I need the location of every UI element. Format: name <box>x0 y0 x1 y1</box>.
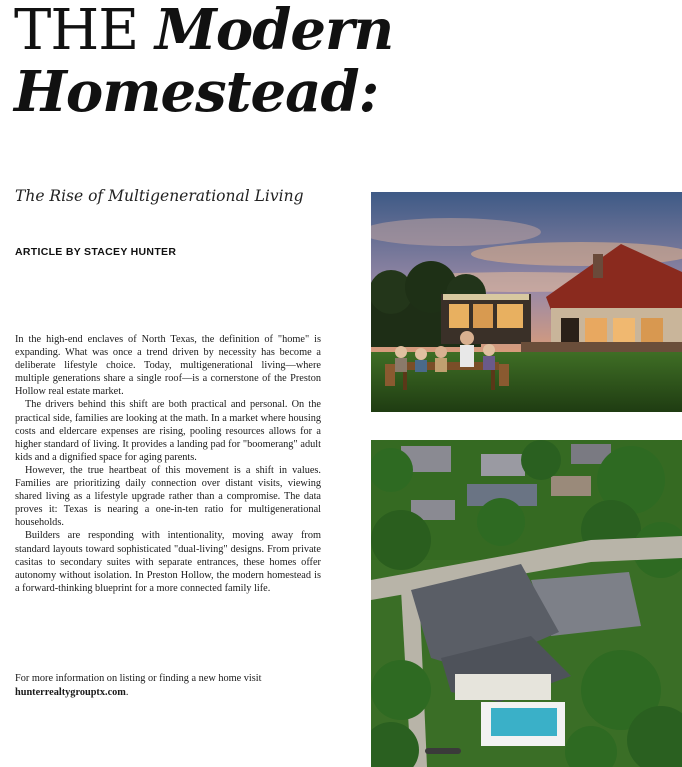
footer-text: For more information on listing or finding a new home visit <box>15 673 262 684</box>
body-paragraph: However, the true heartbeat of this movement is a shift in values. Families are prioritizing daily connection over distant visits, viewing shared living as a lifestyle upgrade rather than a compromise. The data proves it: Texas is nearing a one-in-ten ratio for multigenerational households. <box>15 464 321 529</box>
body-paragraph: In the high-end enclaves of North Texas, the definition of "home" is expanding. What was once a trend driven by necessity has become a deliberate lifestyle choice. Today, multigenerational living—where multiple generations share a single roof—is a cornerstone of the Preston Hollow real estate market. <box>15 334 321 398</box>
title-plain: THE <box>14 0 155 63</box>
body-paragraph: Builders are responding with intentionality, moving away from standard layouts toward sophisticated "dual-living" designs. From private casitas to secondary suites with separate entrances, these homes offer autonomy without isolation. In Preston Hollow, the modern homestead is a forward-thinking blueprint for a more connected family life. <box>15 530 321 594</box>
title-italic: Modern <box>154 0 394 63</box>
body-paragraph: The drivers behind this shift are both practical and personal. On the practical side, families are looking at the math. In a market where housing costs and eldercare expenses are rising, pooling resources allows for a higher standard of living. It provides a landing pad for "boomerang" adult kids and a dignified space for aging parents. <box>15 399 321 463</box>
family-dinner-illustration <box>371 192 682 412</box>
website-link[interactable]: hunterrealtygrouptx.com <box>15 686 126 698</box>
title-line-2: Homestead: <box>14 59 379 125</box>
title-line-1 <box>14 0 414 61</box>
article-subtitle: The Rise of Multigenerational Living <box>15 187 304 205</box>
article-byline: ARTICLE BY STACEY HUNTER <box>15 246 177 258</box>
article-body <box>15 333 321 595</box>
article-footer <box>15 672 321 699</box>
aerial-house-illustration <box>371 440 682 767</box>
family-dinner-photo <box>371 192 682 412</box>
article-title <box>14 0 414 123</box>
aerial-house-photo <box>371 440 682 767</box>
footer-period: . <box>125 686 129 698</box>
